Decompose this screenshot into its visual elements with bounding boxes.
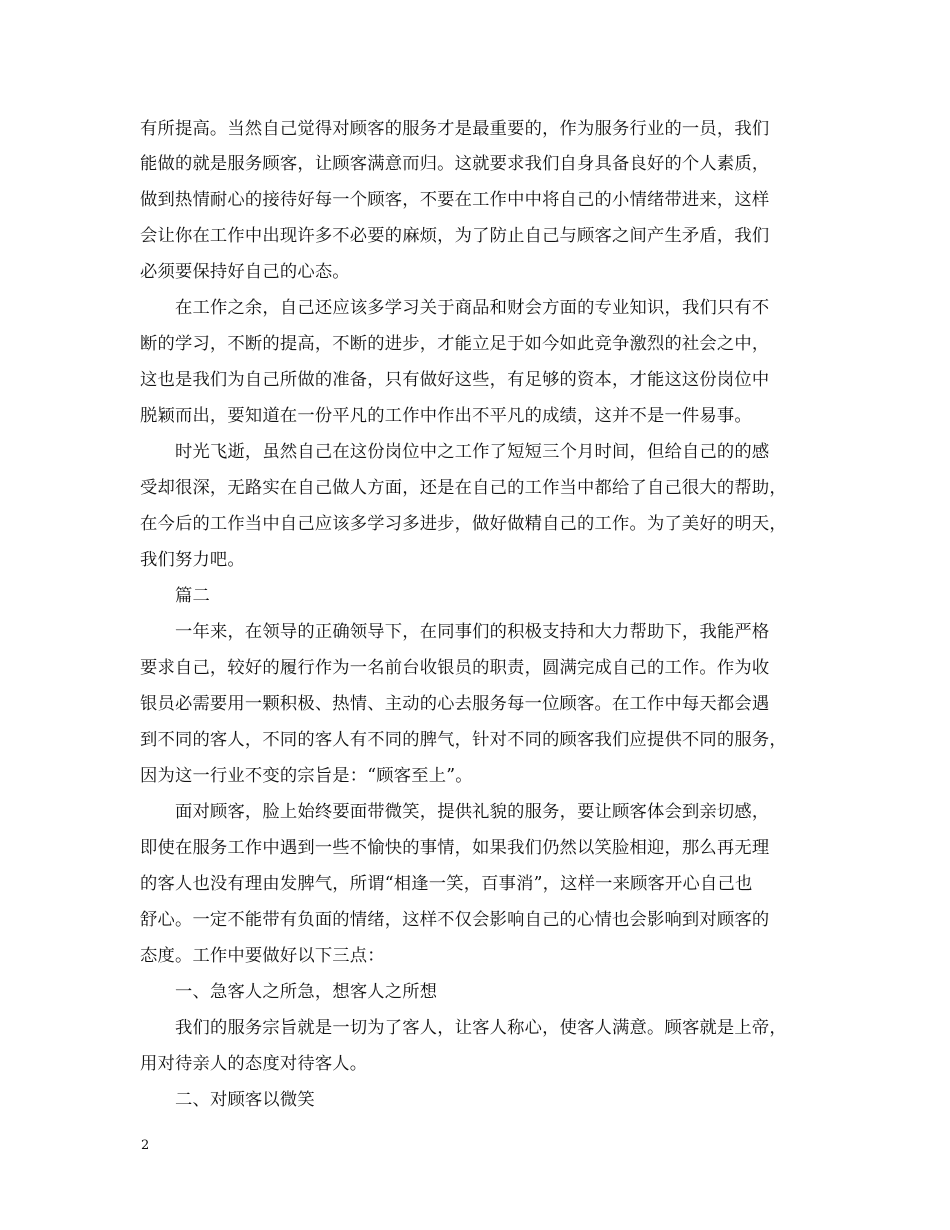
subheading-two: 二、对顾客以微笑 bbox=[175, 1090, 315, 1110]
page-number: 2 bbox=[141, 1138, 150, 1153]
text-line: 脱颖而出，要知道在一份平凡的工作中作出不平凡的成绩，这并不是一件易事。 bbox=[140, 406, 752, 426]
text-line: 用对待亲人的态度对待客人。 bbox=[140, 1054, 368, 1074]
text-line: 时光飞逝，虽然自己在这份岗位中之工作了短短三个月时间，但给自己的的感 bbox=[175, 442, 770, 462]
text-line: 到不同的客人，不同的客人有不同的脾气，针对不同的顾客我们应提供不同的服务， bbox=[140, 730, 787, 750]
text-line: 这也是我们为自己所做的准备，只有做好这些，有足够的资本，才能这这份岗位中 bbox=[140, 370, 770, 390]
text-line: 要求自己，较好的履行作为一名前台收银员的职责，圆满完成自己的工作。作为收 bbox=[140, 658, 770, 678]
text-line: 即使在服务工作中遇到一些不愉快的事情，如果我们仍然以笑脸相迎，那么再无理 bbox=[140, 838, 770, 858]
text-line: 必须要保持好自己的心态。 bbox=[140, 262, 350, 282]
text-line: 断的学习，不断的提高，不断的进步，才能立足于如今如此竞争激烈的社会之中， bbox=[140, 334, 770, 354]
text-line: 银员必需要用一颗积极、热情、主动的心去服务每一位顾客。在工作中每天都会遇 bbox=[140, 694, 770, 714]
text-line: 态度。工作中要做好以下三点： bbox=[140, 946, 385, 966]
text-line: 因为这一行业不变的宗旨是：“顾客至上”。 bbox=[140, 766, 473, 786]
text-line: 舒心。一定不能带有负面的情绪，这样不仅会影响自己的心情也会影响到对顾客的 bbox=[140, 910, 770, 930]
text-line: 我们的服务宗旨就是一切为了客人，让客人称心，使客人满意。顾客就是上帝， bbox=[175, 1018, 787, 1038]
text-line: 面对顾客，脸上始终要面带微笑，提供礼貌的服务，要让顾客体会到亲切感， bbox=[175, 802, 770, 822]
text-line: 在今后的工作当中自己应该多学习多进步，做好做精自己的工作。为了美好的明天， bbox=[140, 514, 787, 534]
text-line: 的客人也没有理由发脾气，所谓“相逢一笑，百事消”，这样一来顾客开心自己也 bbox=[140, 874, 753, 894]
text-line: 有所提高。当然自己觉得对顾客的服务才是最重要的，作为服务行业的一员，我们 bbox=[140, 119, 770, 139]
text-line: 受却很深，无路实在自己做人方面，还是在自己的工作当中都给了自己很大的帮助， bbox=[140, 478, 787, 498]
text-line: 在工作之余，自己还应该多学习关于商品和财会方面的专业知识，我们只有不 bbox=[175, 298, 770, 318]
text-line: 一年来，在领导的正确领导下，在同事们的积极支持和大力帮助下，我能严格 bbox=[175, 622, 770, 642]
subheading-one: 一、急客人之所急，想客人之所想 bbox=[175, 982, 438, 1002]
text-line: 做到热情耐心的接待好每一个顾客，不要在工作中中将自己的小情绪带进来，这样 bbox=[140, 190, 770, 210]
text-line: 我们努力吧。 bbox=[140, 550, 245, 570]
text-line: 会让你在工作中出现许多不必要的麻烦，为了防止自己与顾客之间产生矛盾，我们 bbox=[140, 226, 770, 246]
section-heading: 篇二 bbox=[175, 586, 210, 606]
text-line: 能做的就是服务顾客，让顾客满意而归。这就要求我们自身具备良好的个人素质， bbox=[140, 154, 770, 174]
